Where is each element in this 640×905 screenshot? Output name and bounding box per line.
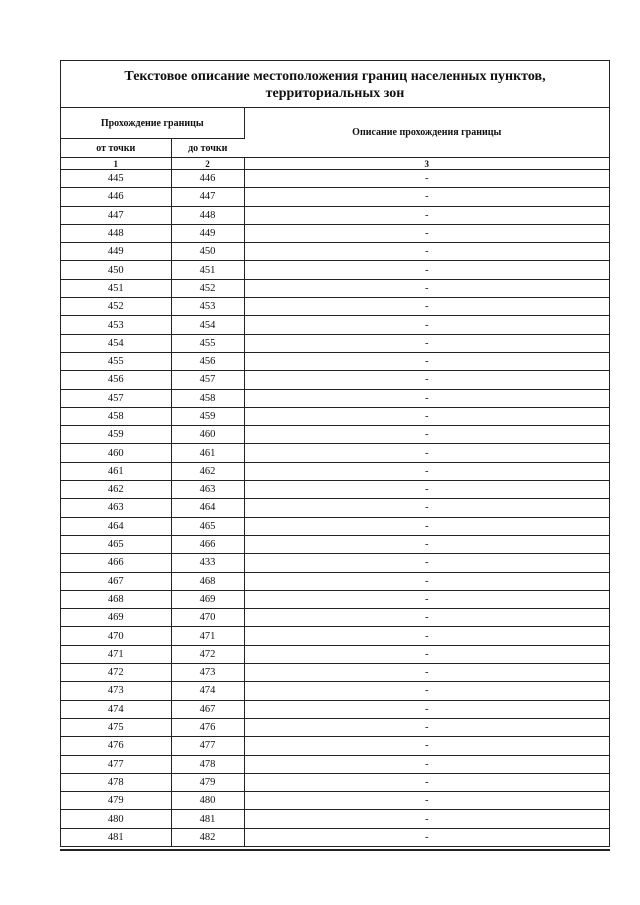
header-from-point: от точки [61,139,171,158]
cell-description: - [244,462,609,480]
cell-description: - [244,664,609,682]
cell-description: - [244,792,609,810]
boundary-table [61,108,609,846]
cell-to-point: 467 [171,700,244,718]
table-row [61,737,609,755]
cell-description: - [244,773,609,791]
table-row [61,627,609,645]
cell-description: - [244,627,609,645]
cell-to-point: 454 [171,316,244,334]
cell-to-point: 464 [171,499,244,517]
table-row [61,224,609,242]
table-row [61,828,609,846]
cell-from-point: 460 [61,444,171,462]
cell-to-point: 461 [171,444,244,462]
cell-description: - [244,645,609,663]
table-row [61,535,609,553]
cell-description: - [244,389,609,407]
cell-to-point: 465 [171,517,244,535]
cell-description: - [244,224,609,242]
cell-from-point: 472 [61,664,171,682]
table-row [61,334,609,352]
cell-to-point: 460 [171,426,244,444]
table-row [61,499,609,517]
header-description: Описание прохождения границы [244,108,609,158]
cell-from-point: 464 [61,517,171,535]
cell-to-point: 459 [171,407,244,425]
table-row [61,444,609,462]
table-row [61,407,609,425]
cell-description: - [244,590,609,608]
table-row [61,206,609,224]
document-title [61,61,609,108]
cell-description: - [244,609,609,627]
cell-from-point: 459 [61,426,171,444]
cell-from-point: 478 [61,773,171,791]
cell-description: - [244,188,609,206]
cell-to-point: 447 [171,188,244,206]
cell-from-point: 475 [61,718,171,736]
cell-from-point: 463 [61,499,171,517]
cell-to-point: 479 [171,773,244,791]
header-boundary-passage: Прохождение границы [61,108,244,139]
cell-from-point: 447 [61,206,171,224]
cell-description: - [244,517,609,535]
header-to-point: до точки [171,139,244,158]
cell-from-point: 457 [61,389,171,407]
cell-from-point: 468 [61,590,171,608]
cell-description: - [244,481,609,499]
cell-description: - [244,755,609,773]
cell-to-point: 457 [171,371,244,389]
cell-to-point: 466 [171,535,244,553]
table-row [61,243,609,261]
cell-from-point: 452 [61,298,171,316]
cell-from-point: 466 [61,554,171,572]
table-row [61,664,609,682]
cell-from-point: 462 [61,481,171,499]
table-row [61,718,609,736]
table-row [61,389,609,407]
table-row [61,682,609,700]
table-row [61,755,609,773]
cell-from-point: 479 [61,792,171,810]
cell-description: - [244,554,609,572]
cell-description: - [244,407,609,425]
cell-to-point: 482 [171,828,244,846]
table-row [61,590,609,608]
title-line-1: Текстовое описание местоположения границ населенных пунктов, [124,69,546,84]
cell-description: - [244,243,609,261]
cell-from-point: 456 [61,371,171,389]
cell-description: - [244,535,609,553]
title-line-2: территориальных зон [265,86,405,101]
cell-description: - [244,261,609,279]
cell-from-point: 455 [61,352,171,370]
cell-description: - [244,316,609,334]
cell-to-point: 463 [171,481,244,499]
cell-description: - [244,279,609,297]
cell-description: - [244,426,609,444]
cell-from-point: 461 [61,462,171,480]
cell-to-point: 453 [171,298,244,316]
table-row [61,316,609,334]
table-row [61,426,609,444]
cell-from-point: 454 [61,334,171,352]
header-col-1-number: 1 [61,158,171,170]
cell-description: - [244,700,609,718]
table-row [61,481,609,499]
cell-to-point: 468 [171,572,244,590]
table-row [61,572,609,590]
cell-to-point: 448 [171,206,244,224]
cell-to-point: 450 [171,243,244,261]
cell-from-point: 476 [61,737,171,755]
table-row [61,609,609,627]
cell-to-point: 477 [171,737,244,755]
cell-description: - [244,682,609,700]
cell-from-point: 445 [61,170,171,188]
cell-description: - [244,206,609,224]
cell-from-point: 477 [61,755,171,773]
table-row [61,261,609,279]
cell-to-point: 458 [171,389,244,407]
cell-to-point: 451 [171,261,244,279]
table-body [61,170,609,846]
cell-to-point: 452 [171,279,244,297]
table-row [61,298,609,316]
table-row [61,554,609,572]
table-row [61,645,609,663]
cell-description: - [244,371,609,389]
cell-description: - [244,737,609,755]
cell-to-point: 476 [171,718,244,736]
cell-from-point: 465 [61,535,171,553]
cell-from-point: 453 [61,316,171,334]
cell-to-point: 449 [171,224,244,242]
table-row [61,773,609,791]
table-row [61,517,609,535]
cell-description: - [244,718,609,736]
cell-from-point: 467 [61,572,171,590]
cell-description: - [244,499,609,517]
cell-to-point: 469 [171,590,244,608]
cell-description: - [244,298,609,316]
cell-description: - [244,572,609,590]
cell-description: - [244,444,609,462]
cell-description: - [244,810,609,828]
cell-from-point: 474 [61,700,171,718]
document-sheet [60,60,610,847]
cell-from-point: 480 [61,810,171,828]
cell-to-point: 481 [171,810,244,828]
header-col-3-number: 3 [244,158,609,170]
cell-to-point: 478 [171,755,244,773]
cell-to-point: 456 [171,352,244,370]
table-row [61,352,609,370]
table-row [61,188,609,206]
cell-from-point: 470 [61,627,171,645]
cell-description: - [244,170,609,188]
cell-from-point: 449 [61,243,171,261]
cell-from-point: 451 [61,279,171,297]
cell-from-point: 481 [61,828,171,846]
cell-to-point: 474 [171,682,244,700]
table-row [61,371,609,389]
cell-description: - [244,352,609,370]
cell-to-point: 470 [171,609,244,627]
table-row [61,810,609,828]
table-row [61,700,609,718]
cell-from-point: 458 [61,407,171,425]
cell-from-point: 448 [61,224,171,242]
cell-to-point: 471 [171,627,244,645]
cell-description: - [425,831,429,843]
cell-from-point: 471 [61,645,171,663]
cell-from-point: 446 [61,188,171,206]
bottom-double-rule [60,849,610,851]
cell-from-point: 450 [61,261,171,279]
table-row [61,462,609,480]
cell-to-point: 433 [171,554,244,572]
cell-to-point: 472 [171,645,244,663]
cell-to-point: 455 [171,334,244,352]
cell-from-point: 473 [61,682,171,700]
cell-to-point: 473 [171,664,244,682]
table-row [61,792,609,810]
cell-to-point: 446 [171,170,244,188]
cell-description: - [244,334,609,352]
cell-to-point: 462 [171,462,244,480]
header-col-2-number: 2 [171,158,244,170]
table-row [61,170,609,188]
cell-to-point: 480 [171,792,244,810]
table-row [61,279,609,297]
cell-from-point: 469 [61,609,171,627]
